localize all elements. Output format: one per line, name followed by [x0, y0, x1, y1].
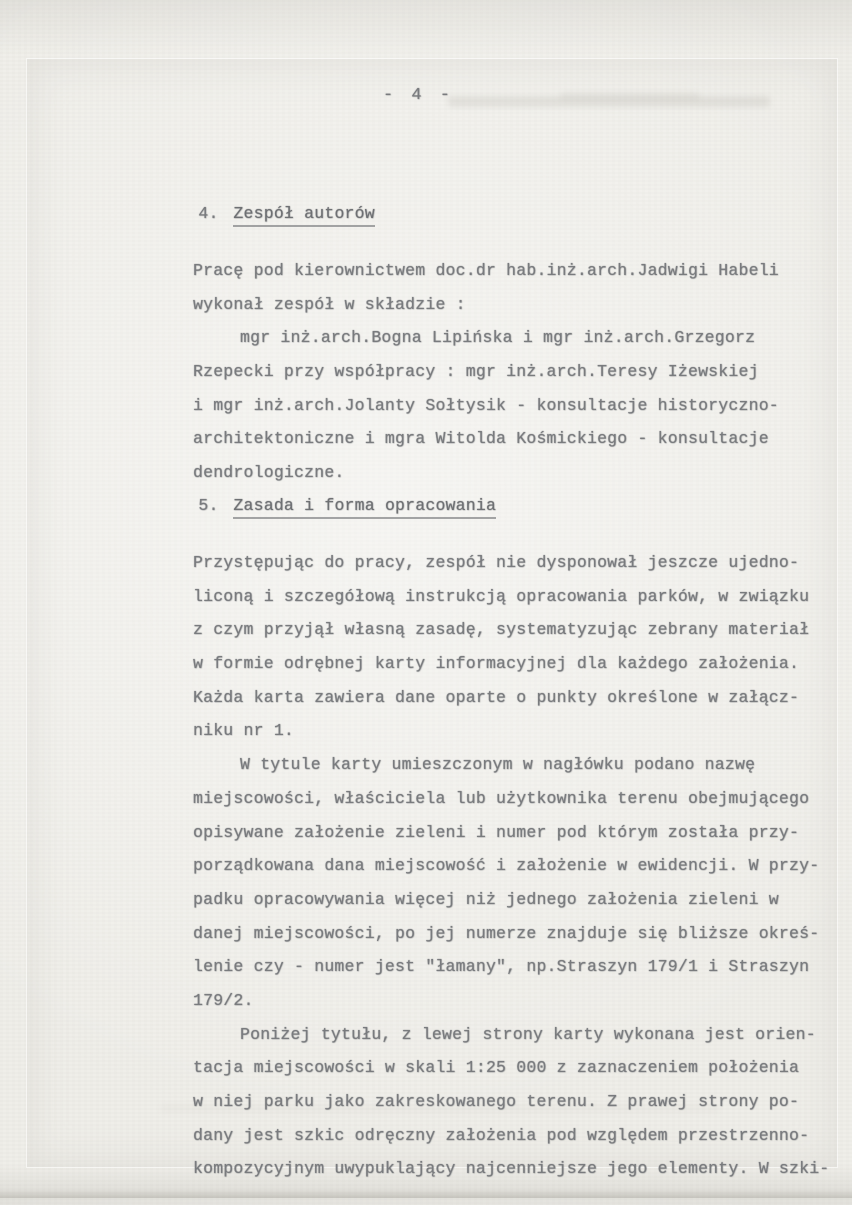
text-line: liconą i szczegółową instrukcją opracowania parków, w związku	[193, 586, 810, 606]
scan-smudge	[560, 92, 700, 100]
text-line: porządkowana dana miejscowość i założenie w ewidencji. W przy-	[193, 856, 820, 876]
text-line: Poniżej tytułu, z lewej strony karty wykonana jest orien-	[240, 1024, 816, 1044]
text-line: niku nr 1.	[193, 721, 295, 741]
text-line: miejscowości, właściciela lub użytkownika terenu obejmującego	[193, 788, 810, 808]
text-line: dendrologiczne.	[193, 463, 345, 483]
text-line: kompozycyjnym uwypuklający najcenniejsze jego elementy. W szki-	[193, 1159, 830, 1179]
section-heading-row	[158, 477, 829, 515]
section-heading-row	[158, 185, 779, 223]
text-line: wykonał zespół w składzie :	[193, 294, 466, 314]
text-line: W tytule karty umieszczonym w nagłówku podano nazwę	[240, 755, 756, 775]
text-line: tacja miejscowości w skali 1:25 000 z zaznaczeniem położenia	[193, 1058, 800, 1078]
scan-smudge	[448, 96, 770, 107]
text-line: w formie odrębnej karty informacyjnej dla każdego założenia.	[193, 654, 800, 674]
text-line: Rzepecki przy współpracy : mgr inż.arch.Teresy Iżewskiej	[193, 362, 759, 382]
text-line: Pracę pod kierownictwem doc.dr hab.inż.arch.Jadwigi Habeli	[193, 261, 779, 280]
section-heading: Zasada i forma opracowania	[233, 496, 496, 519]
text-line: opisywane założenie zieleni i numer pod którym została przy-	[193, 822, 800, 842]
text-line: z czym przyjął własną zasadę, systematyzując zebrany materiał	[193, 620, 810, 640]
text-line: padku opracowywania więcej niż jednego założenia zieleni w	[193, 889, 779, 909]
text-line: danej miejscowości, po jej numerze znajduje się bliższe okreś-	[193, 923, 820, 943]
section-number: 5.	[198, 496, 219, 515]
page-number: - 4 -	[383, 86, 455, 105]
text-line: lenie czy - numer jest "łamany", np.Straszyn 179/1 i Straszyn	[193, 957, 810, 977]
section-heading: Zespół autorów	[233, 204, 374, 227]
text-line: architektoniczne i mgra Witolda Kośmickiego - konsultacje	[193, 429, 769, 449]
section-zasada-i-forma	[158, 439, 829, 1205]
text-line: Każda karta zawiera dane oparte o punkty określone w załącz-	[193, 687, 800, 707]
text-line: 179/2.	[193, 990, 254, 1010]
section-body	[158, 546, 829, 1186]
text-line: w niej parku jako zakreskowanego terenu. Z prawej strony po-	[193, 1092, 800, 1111]
text-line: mgr inż.arch.Bogna Lipińska i mgr inż.arch.Grzegorz	[240, 328, 756, 348]
text-line: dany jest szkic odręczny założenia pod względem przestrzenno-	[193, 1125, 810, 1145]
text-line: i mgr inż.arch.Jolanty Sołtysik - konsultacje historyczno-	[193, 395, 779, 415]
section-number: 4.	[198, 204, 219, 223]
text-line: Przystępując do pracy, zespół nie dysponował jeszcze ujedno-	[193, 553, 800, 572]
